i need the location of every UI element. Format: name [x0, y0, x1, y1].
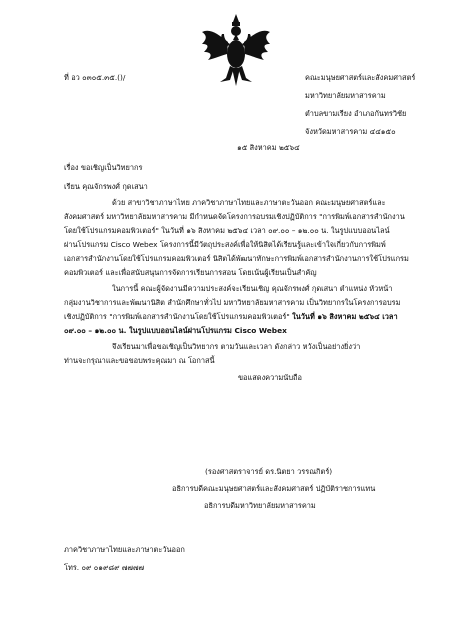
para2-line-4: ๐๙.๐๐ – ๑๒.๐๐ น. ในรูปแบบออนไลน์ผ่านโปรแกรม Cisco Webex — [64, 326, 287, 335]
para2-line-2: กลุ่มงานวิชาการและพัฒนานิสิต สำนักศึกษาทั่วไป มหาวิทยาลัยมหาสารคาม เป็นวิทยากรในโครงการอบรม — [64, 298, 401, 307]
para1-line-1: ด้วย สาขาวิชาภาษาไทย ภาควิชาภาษาไทยและภาษาตะวันออก คณะมนุษยศาสตร์และ — [112, 198, 386, 207]
letter-salutation: เรียน คุณจักรพงศ์ กุดเสนา — [64, 182, 148, 191]
para1-line-2: สังคมศาสตร์ มหาวิทยาลัยมหาสารคาม มีกำหนดจัดโครงการอบรมเชิงปฏิบัติการ "การพิมพ์เอกสารสำนักงาน — [64, 212, 405, 221]
signer-name: (รองศาสตราจารย์ ดร.นิตยา วรรณกิตร์) — [205, 467, 333, 476]
para1-line-6: คอมพิวเตอร์ และเพื่อสนับสนุนการจัดการเรียนการสอน โดยเน้นผู้เรียนเป็นสำคัญ — [64, 268, 317, 277]
para1-line-4: ผ่านโปรแกรม Cisco Webex โครงการนี้มีวัตถุประสงค์เพื่อให้นิสิตได้เรียนรู้และเข้าใจเกี่ยวกับการพิมพ์ — [64, 240, 386, 249]
sender-line-4: จังหวัดมหาสารคาม ๔๔๑๕๐ — [305, 127, 396, 136]
letter-date: ๑๕ สิงหาคม ๒๕๖๔ — [237, 143, 300, 152]
para1-line-5: เอกสารสำนักงานโดยใช้โปรแกรมคอมพิวเตอร์ นิสิตได้พัฒนาทักษะการพิมพ์เอกสารสำนักงานการใช้โปรแกรม — [64, 254, 409, 263]
para2-line-3-bold: ในวันที่ ๑๖ สิงหาคม ๒๕๖๔ เวลา — [292, 312, 398, 321]
footer-department: ภาควิชาภาษาไทยและภาษาตะวันออก — [64, 545, 185, 554]
letter-subject: เรื่อง ขอเชิญเป็นวิทยากร — [64, 163, 143, 172]
para1-line-3: โดยใช้โปรแกรมคอมพิวเตอร์" ในวันที่ ๑๖ สิงหาคม ๒๕๖๔ เวลา ๐๙.๐๐ – ๑๒.๐๐ น. ในรูปแบบออนไลน์ — [64, 226, 390, 235]
sender-line-1: คณะมนุษยศาสตร์และสังคมศาสตร์ — [305, 73, 416, 82]
signer-title-1: อธิการบดีคณะมนุษยศาสตร์และสังคมศาสตร์ ปฏิบัติราชการแทน — [172, 484, 376, 493]
closing-phrase: ขอแสดงความนับถือ — [238, 373, 302, 382]
sender-line-3: ตำบลขามเรียง อำเภอกันทรวิชัย — [305, 109, 407, 118]
signer-title-2: อธิการบดีมหาวิทยาลัยมหาสารคาม — [204, 501, 316, 510]
garuda-emblem-icon — [200, 12, 272, 88]
para3-line-2: ท่านจะกรุณาและขอขอบพระคุณมา ณ โอกาสนี้ — [64, 356, 215, 365]
sender-line-2: มหาวิทยาลัยมหาสารคาม — [305, 91, 386, 100]
para3-line-1: จึงเรียนมาเพื่อขอเชิญเป็นวิทยากร ตามวันและเวลา ดังกล่าว หวังเป็นอย่างยิ่งว่า — [112, 342, 361, 351]
para2-line-1: ในการนี้ คณะผู้จัดงานมีความประสงค์จะเรียนเชิญ คุณจักรพงศ์ กุดเสนา ตำแหน่ง หัวหน้า — [112, 284, 393, 293]
para2-line-3 — [64, 312, 398, 322]
footer-phone: โทร. ๐๙ ๐๑๙๘๙ ๗๗๗๗ — [64, 563, 145, 572]
para2-line-3-text: เชิงปฏิบัติการ "การพิมพ์เอกสารสำนักงานโดยใช้โปรแกรมคอมพิวเตอร์" — [64, 312, 290, 321]
reference-number: ที่ อว ๐๓๐๕.๓๕.()/ — [64, 73, 126, 82]
